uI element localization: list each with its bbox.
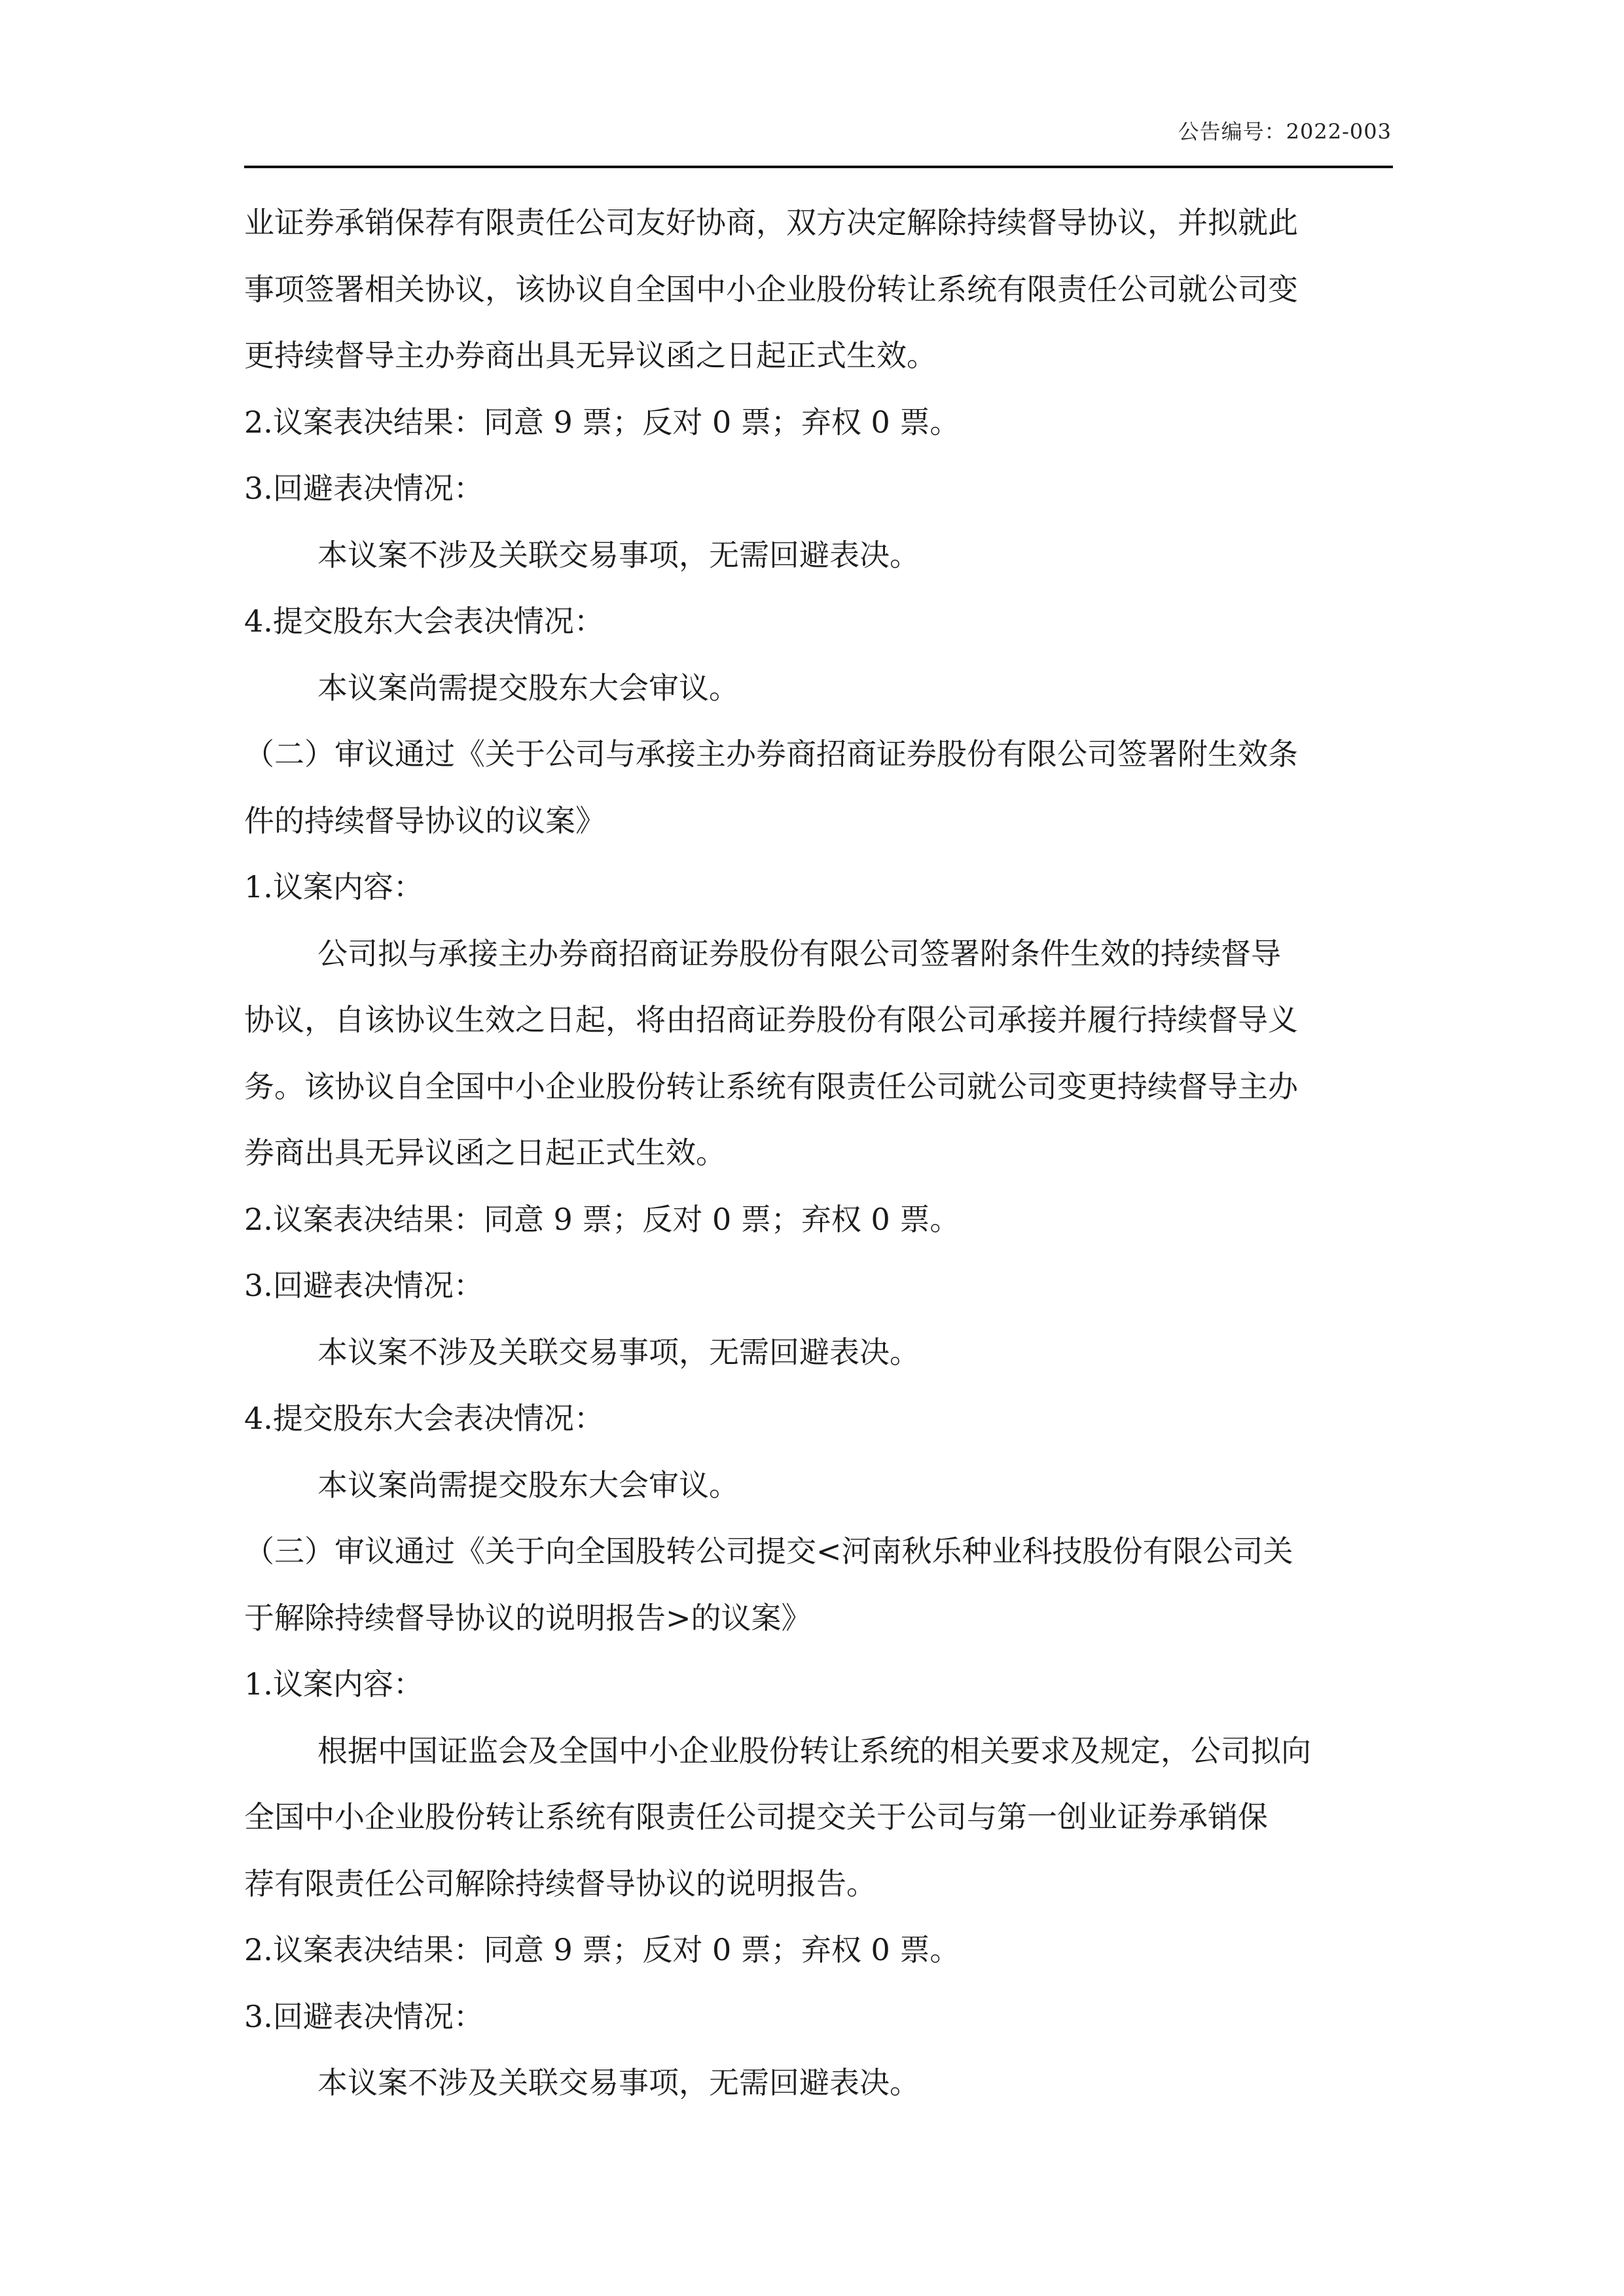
text-line: （三）审议通过《关于向全国股转公司提交<河南秋乐种业科技股份有限公司关 bbox=[244, 1534, 1293, 1569]
text-line: 本议案尚需提交股东大会审议。 bbox=[317, 1467, 739, 1503]
text-line: 本议案不涉及关联交易事项，无需回避表决。 bbox=[317, 2065, 920, 2100]
text-line: 公司拟与承接主办券商招商证券股份有限公司签署附条件生效的持续督导 bbox=[317, 935, 1281, 971]
text-line: 业证券承销保荐有限责任公司友好协商，双方决定解除持续督导协议，并拟就此 bbox=[244, 205, 1298, 240]
text-line: 本议案尚需提交股东大会审议。 bbox=[317, 670, 739, 706]
text-line: 根据中国证监会及全国中小企业股份转让系统的相关要求及规定，公司拟向 bbox=[317, 1732, 1311, 1768]
text-line: 本议案不涉及关联交易事项，无需回避表决。 bbox=[317, 537, 920, 573]
text-line: 2.议案表决结果：同意 9 票；反对 0 票；弃权 0 票。 bbox=[244, 1932, 960, 1967]
announcement-number: 公告编号：2022-003 bbox=[1178, 119, 1392, 144]
text-line: 1.议案内容： bbox=[244, 1666, 424, 1702]
text-line: 3.回避表决情况： bbox=[244, 1268, 484, 1303]
text-line: 于解除持续督导协议的说明报告>的议案》 bbox=[244, 1600, 812, 1636]
text-line: 2.议案表决结果：同意 9 票；反对 0 票；弃权 0 票。 bbox=[244, 1201, 960, 1237]
text-line: 荐有限责任公司解除持续督导协议的说明报告。 bbox=[244, 1865, 876, 1901]
text-line: 3.回避表决情况： bbox=[244, 471, 484, 506]
text-line: 4.提交股东大会表决情况： bbox=[244, 603, 604, 639]
text-line: 更持续督导主办券商出具无异议函之日起正式生效。 bbox=[244, 338, 937, 373]
header-rule bbox=[244, 166, 1393, 168]
text-line: 事项签署相关协议，该协议自全国中小企业股份转让系统有限责任公司就公司变 bbox=[244, 271, 1298, 307]
text-line: 协议，自该协议生效之日起，将由招商证券股份有限公司承接并履行持续督导义 bbox=[244, 1002, 1298, 1037]
text-line: 1.议案内容： bbox=[244, 869, 424, 905]
text-line: （二）审议通过《关于公司与承接主办券商招商证券股份有限公司签署附生效条 bbox=[244, 736, 1298, 772]
text-line: 全国中小企业股份转让系统有限责任公司提交关于公司与第一创业证券承销保 bbox=[244, 1799, 1268, 1835]
text-line: 券商出具无异议函之日起正式生效。 bbox=[244, 1135, 726, 1170]
text-line: 4.提交股东大会表决情况： bbox=[244, 1401, 604, 1436]
text-line: 2.议案表决结果：同意 9 票；反对 0 票；弃权 0 票。 bbox=[244, 404, 960, 440]
text-line: 本议案不涉及关联交易事项，无需回避表决。 bbox=[317, 1334, 920, 1370]
document-body bbox=[244, 190, 1393, 2117]
text-line: 务。该协议自全国中小企业股份转让系统有限责任公司就公司变更持续督导主办 bbox=[244, 1068, 1298, 1104]
text-line: 件的持续督导协议的议案》 bbox=[244, 802, 605, 838]
text-line: 3.回避表决情况： bbox=[244, 1998, 484, 2034]
